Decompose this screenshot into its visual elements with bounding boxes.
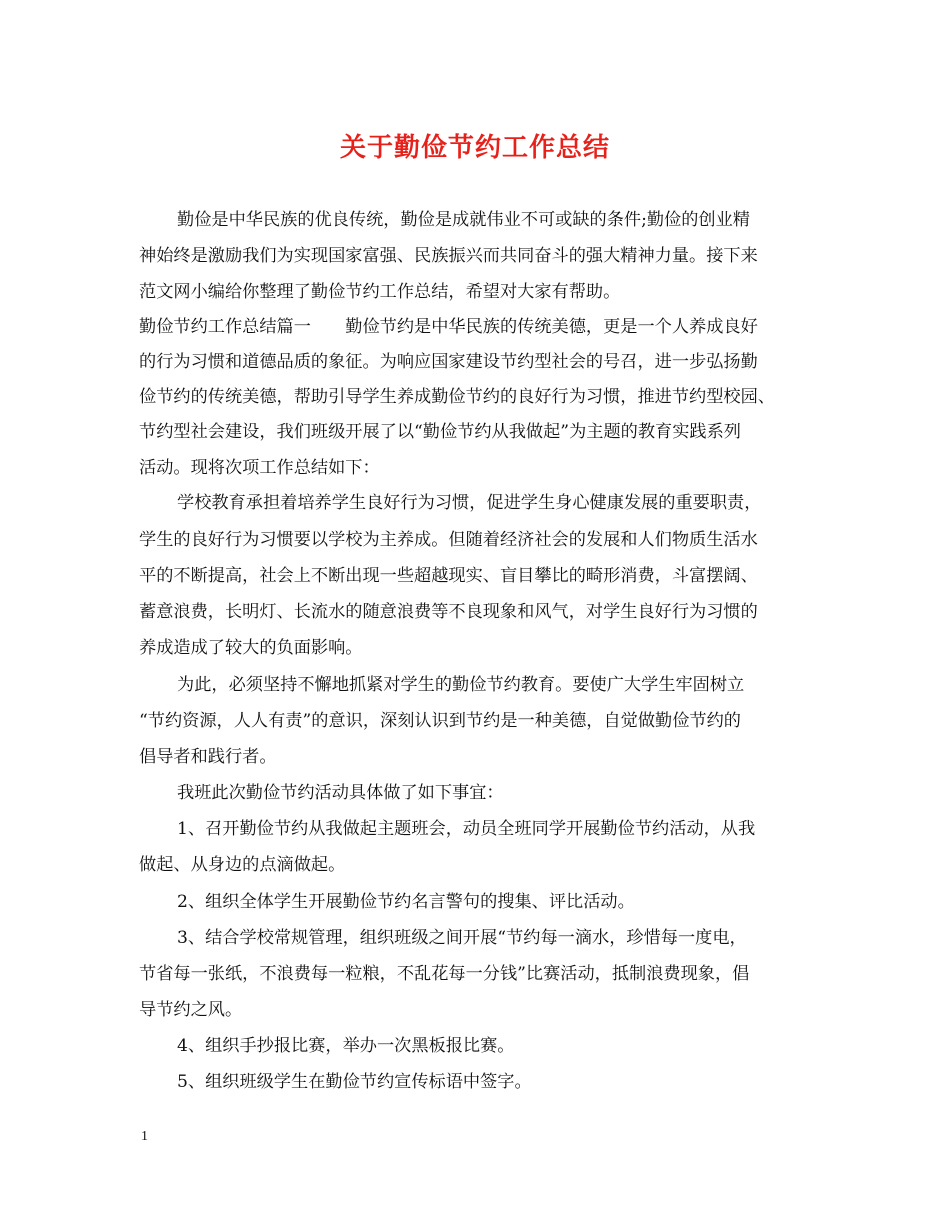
body-line: 俭节约的传统美德，帮助引导学生养成勤俭节约的良好行为习惯，推进节约型校园、 — [139, 387, 775, 407]
body-line: 2、组织全体学生开展勤俭节约名言警句的搜集、评比活动。 — [177, 892, 635, 912]
body-line: 学校教育承担着培养学生良好行为习惯，促进学生身心健康发展的重要职责， — [177, 493, 762, 513]
body-line: 1、召开勤俭节约从我做起主题班会，动员全班同学开展勤俭节约活动，从我 — [177, 819, 756, 839]
body-line: 我班此次勤俭节约活动具体做了如下事宜： — [177, 783, 504, 803]
body-line: “节约资源，人人有责”的意识，深刻认识到节约是一种美德，自觉做勤俭节约的 — [139, 711, 741, 731]
body-line: 活动。现将次项工作总结如下： — [139, 458, 380, 478]
body-line: 学生的良好行为习惯要以学校为主养成。但随着经济社会的发展和人们物质生活水 — [139, 530, 758, 550]
body-line: 神始终是激励我们为实现国家富强、民族振兴而共同奋斗的强大精神力量。接下来 — [139, 246, 758, 266]
body-line: 5、组织班级学生在勤俭节约宣传标语中签字。 — [177, 1072, 532, 1092]
body-line: 倡导者和践行者。 — [139, 747, 277, 767]
body-line: 3、结合学校常规管理，组织班级之间开展“节约每一滴水，珍惜每一度电， — [177, 928, 747, 948]
document-title: 关于勤俭节约工作总结 — [339, 133, 610, 163]
body-line: 勤俭是中华民族的优良传统，勤俭是成就伟业不可或缺的条件;勤俭的创业精 — [177, 210, 750, 230]
body-line: 导节约之风。 — [139, 1000, 243, 1020]
body-line: 的行为习惯和道德品质的象征。为响应国家建设节约型社会的号召，进一步弘扬勤 — [139, 352, 758, 372]
page-number: 1 — [141, 1129, 148, 1144]
body-line: 蓄意浪费，长明灯、长流水的随意浪费等不良现象和风气，对学生良好行为习惯的 — [139, 602, 758, 622]
body-line: 范文网小编给你整理了勤俭节约工作总结，希望对大家有帮助。 — [139, 282, 621, 302]
body-line: 平的不断提高，社会上不断出现一些超越现实、盲目攀比的畸形消费，斗富摆阔、 — [139, 566, 758, 586]
body-line: 节约型社会建设，我们班级开展了以“勤俭节约从我做起”为主题的教育实践系列 — [139, 422, 741, 442]
body-line: 做起、从身边的点滴做起。 — [139, 855, 346, 875]
body-line: 节省每一张纸，不浪费每一粒粮，不乱花每一分钱”比赛活动，抵制浪费现象，倡 — [139, 964, 750, 984]
body-line: 勤俭节约工作总结篇一 勤俭节约是中华民族的传统美德，更是一个人养成良好 — [139, 317, 758, 337]
body-line: 为此，必须坚持不懈地抓紧对学生的勤俭节约教育。要使广大学生牢固树立 — [177, 675, 745, 695]
body-line: 4、组织手抄报比赛，举办一次黑板报比赛。 — [177, 1036, 515, 1056]
body-line: 养成造成了较大的负面影响。 — [139, 638, 363, 658]
